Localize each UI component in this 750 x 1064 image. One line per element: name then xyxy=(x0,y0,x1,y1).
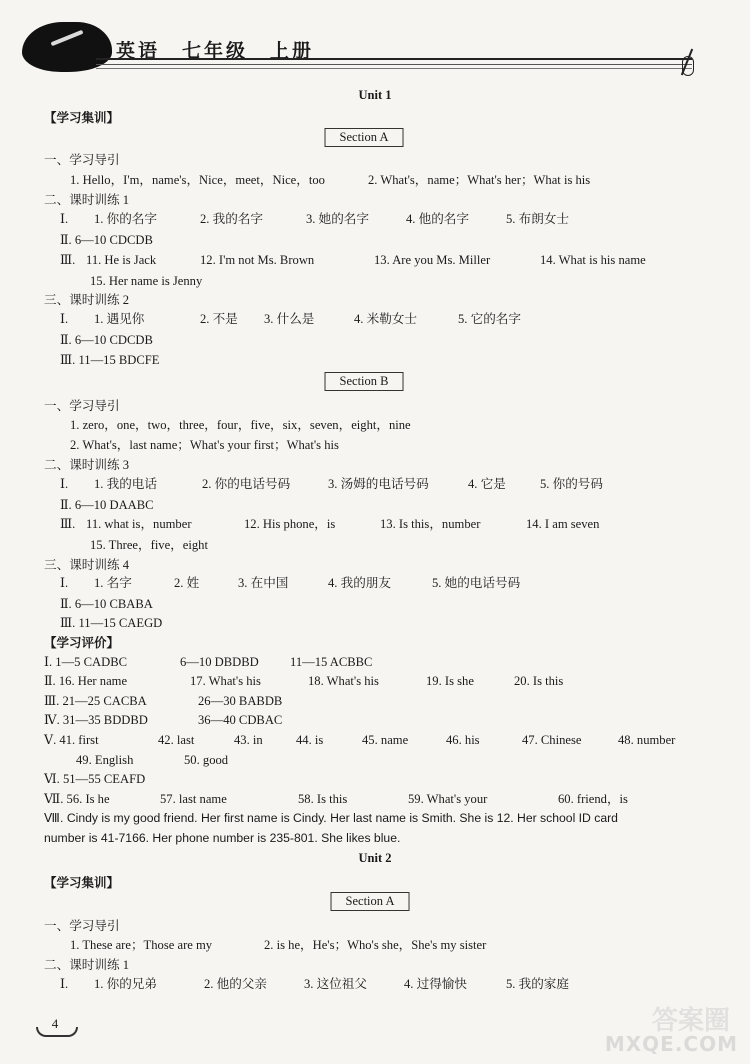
answer-item: 1. 名字 xyxy=(94,576,132,590)
answer-item: 2. 我的名字 xyxy=(200,212,263,226)
answer-item: 20. Is this xyxy=(514,674,564,688)
header-title: 英语 七年级 上册 xyxy=(116,41,315,62)
page-number: 4 xyxy=(42,1016,68,1032)
header-rule xyxy=(96,64,692,65)
answer-item: 50. good xyxy=(184,753,229,767)
answer-row: Ⅲ. 11—15 CAEGD xyxy=(60,616,163,630)
roman-numeral: Ⅰ. xyxy=(60,977,69,991)
answer-item: 12. I'm not Ms. Brown xyxy=(200,253,315,267)
section-b-box: Section B xyxy=(325,372,404,391)
answer-item: 5. 它的名字 xyxy=(458,312,521,326)
answer-item: 4. 他的名字 xyxy=(406,212,469,226)
answer-row xyxy=(60,310,700,328)
evaluation-row xyxy=(44,692,704,710)
answer-row xyxy=(60,975,700,993)
evaluation-row xyxy=(44,672,704,690)
answer-item: 6—10 DBDBD xyxy=(180,655,259,669)
answer-item: 5. 布朗女士 xyxy=(506,212,569,226)
answer-row xyxy=(60,210,700,228)
answer-item: 49. English xyxy=(76,753,134,767)
answer-row: Ⅱ. 6—10 CDCDB xyxy=(60,233,153,247)
answer-item: Ⅱ. 16. Her name xyxy=(44,674,128,688)
answer-row xyxy=(60,251,700,269)
answer-row xyxy=(60,574,700,592)
evaluation-row xyxy=(44,790,704,808)
watermark-site: MXQE.COM xyxy=(604,1032,738,1056)
answer-item: 2. 你的电话号码 xyxy=(202,477,291,491)
answer-item: 4. 它是 xyxy=(468,477,506,491)
answer-item: 13. Is this，number xyxy=(380,517,481,531)
answer-item: 59. What's your xyxy=(408,792,488,806)
answer-item: 12. His phone，is xyxy=(244,517,336,531)
evaluation-row xyxy=(44,711,704,729)
answer-item: 3. 她的名字 xyxy=(306,212,369,226)
evaluation-row xyxy=(44,653,704,671)
practice-heading: 三、课时训练 4 xyxy=(44,558,130,572)
roman-numeral: Ⅰ. xyxy=(60,312,69,326)
answer-item: 26—30 BABDB xyxy=(198,694,283,708)
answer-item: 4. 我的朋友 xyxy=(328,576,391,590)
answer-item: 2. 姓 xyxy=(174,576,200,590)
practice-heading: 三、课时训练 2 xyxy=(44,293,130,307)
answer-item: 1. 遇见你 xyxy=(94,312,145,326)
section-a-box: Section A xyxy=(331,892,410,911)
answer-item: 1. 你的名字 xyxy=(94,212,157,226)
practice-heading: 二、课时训练 1 xyxy=(44,193,130,207)
study-bracket: 【学习集训】 xyxy=(44,876,120,890)
answer-row: Ⅱ. 6—10 CDCDB xyxy=(60,333,153,347)
evaluation-row xyxy=(44,731,704,749)
answer-item: 3. 这位祖父 xyxy=(304,977,367,991)
answer-row: Ⅱ. 6—10 DAABC xyxy=(60,498,154,512)
answer-item: 4. 过得愉快 xyxy=(404,977,467,991)
evaluation-bracket: 【学习评价】 xyxy=(44,636,120,650)
answer-item: 15. Her name is Jenny xyxy=(90,274,203,288)
guide-heading: 一、学习导引 xyxy=(44,919,120,933)
answer-item: 19. Is she xyxy=(426,674,474,688)
answer-item: Ⅴ. 41. first xyxy=(44,733,99,747)
roman-numeral: Ⅰ. xyxy=(60,212,69,226)
answer-item: 3. 汤姆的电话号码 xyxy=(328,477,429,491)
answer-item: 60. friend，is xyxy=(558,792,628,806)
answer-item: 47. Chinese xyxy=(522,733,582,747)
guide-heading: 一、学习导引 xyxy=(44,153,120,167)
answer-row xyxy=(60,515,700,533)
page-header xyxy=(0,0,750,80)
section-a-box: Section A xyxy=(325,128,404,147)
answer-item: 3. 什么是 xyxy=(264,312,315,326)
answer-item: 11—15 ACBBC xyxy=(290,655,373,669)
unit-title: Unit 1 xyxy=(358,88,392,102)
roman-numeral: Ⅰ. xyxy=(60,477,69,491)
answer-item: 48. number xyxy=(618,733,676,747)
answer-row: Ⅲ. 11—15 BDCFE xyxy=(60,353,160,367)
answer-item: 1. 你的兄弟 xyxy=(94,977,157,991)
guide-item: 1. Hello，I'm，name's，Nice，meet，Nice，too xyxy=(70,173,325,187)
unit-title: Unit 2 xyxy=(358,851,392,865)
answer-item: 57. last name xyxy=(160,792,227,806)
watermark xyxy=(598,1000,738,1056)
answer-item: 45. name xyxy=(362,733,409,747)
answer-item: 5. 她的电话号码 xyxy=(432,576,521,590)
answer-item: 1. 我的电话 xyxy=(94,477,157,491)
guide-heading: 一、学习导引 xyxy=(44,399,120,413)
practice-heading: 二、课时训练 3 xyxy=(44,458,130,472)
answer-item: Ⅳ. 31—35 BDDBD xyxy=(44,713,148,727)
guide-item: 1. These are；Those are my xyxy=(70,938,213,952)
guide-item: 1. zero，one，two，three，four，five，six，seven，eight，nine xyxy=(70,418,411,432)
writing-answer-line: number is 41-7166. Her phone number is 235-801. She likes blue. xyxy=(44,831,401,845)
answer-item: 15. Three，five，eight xyxy=(90,538,208,552)
answer-row xyxy=(60,475,700,493)
guide-item: 2. What's，last name；What's your first；What's his xyxy=(70,438,339,452)
answer-item: 5. 我的家庭 xyxy=(506,977,569,991)
study-bracket: 【学习集训】 xyxy=(44,111,120,125)
roman-numeral: Ⅲ. xyxy=(60,517,76,531)
answer-item: 4. 米勒女士 xyxy=(354,312,417,326)
evaluation-row xyxy=(44,751,704,769)
roman-numeral: Ⅲ. xyxy=(60,253,76,267)
roman-numeral: Ⅰ. xyxy=(60,576,69,590)
answer-item: 36—40 CDBAC xyxy=(198,713,283,727)
answer-item: 44. is xyxy=(296,733,324,747)
answer-item: 2. 不是 xyxy=(200,312,238,326)
answer-item: 58. Is this xyxy=(298,792,348,806)
answer-item: 14. I am seven xyxy=(526,517,600,531)
answer-item: Ⅰ. 1—5 CADBC xyxy=(44,655,127,669)
answer-item: 18. What's his xyxy=(308,674,379,688)
answer-item: 14. What is his name xyxy=(540,253,646,267)
answer-item: 17. What's his xyxy=(190,674,261,688)
watermark-logo: 答案圈 xyxy=(651,1006,730,1036)
guide-item: 2. is he，He's；Who's she，She's my sister xyxy=(264,938,487,952)
header-rule xyxy=(96,58,692,60)
answer-item: 2. 他的父亲 xyxy=(204,977,267,991)
answer-row: Ⅱ. 6—10 CBABA xyxy=(60,597,153,611)
answer-item: Ⅲ. 21—25 CACBA xyxy=(44,694,147,708)
answer-item: 42. last xyxy=(158,733,195,747)
evaluation-row: Ⅵ. 51—55 CEAFD xyxy=(44,772,146,786)
paperclip-icon xyxy=(680,52,696,78)
answer-item: 46. his xyxy=(446,733,480,747)
writing-answer-line: Ⅷ. Cindy is my good friend. Her first name is Cindy. Her last name is Smith. She is 12. Her school ID card xyxy=(44,811,618,825)
answer-item: 11. what is，number xyxy=(86,517,192,531)
answer-item: 5. 你的号码 xyxy=(540,477,603,491)
answer-item: 11. He is Jack xyxy=(86,253,157,267)
answer-item: 3. 在中国 xyxy=(238,576,289,590)
header-rule xyxy=(96,68,692,69)
answer-item: Ⅶ. 56. Is he xyxy=(44,792,110,806)
answer-item: 13. Are you Ms. Miller xyxy=(374,253,491,267)
guide-item: 2. What's，name；What's her；What is his xyxy=(368,173,591,187)
answer-item: 43. in xyxy=(234,733,263,747)
practice-heading: 二、课时训练 1 xyxy=(44,958,130,972)
